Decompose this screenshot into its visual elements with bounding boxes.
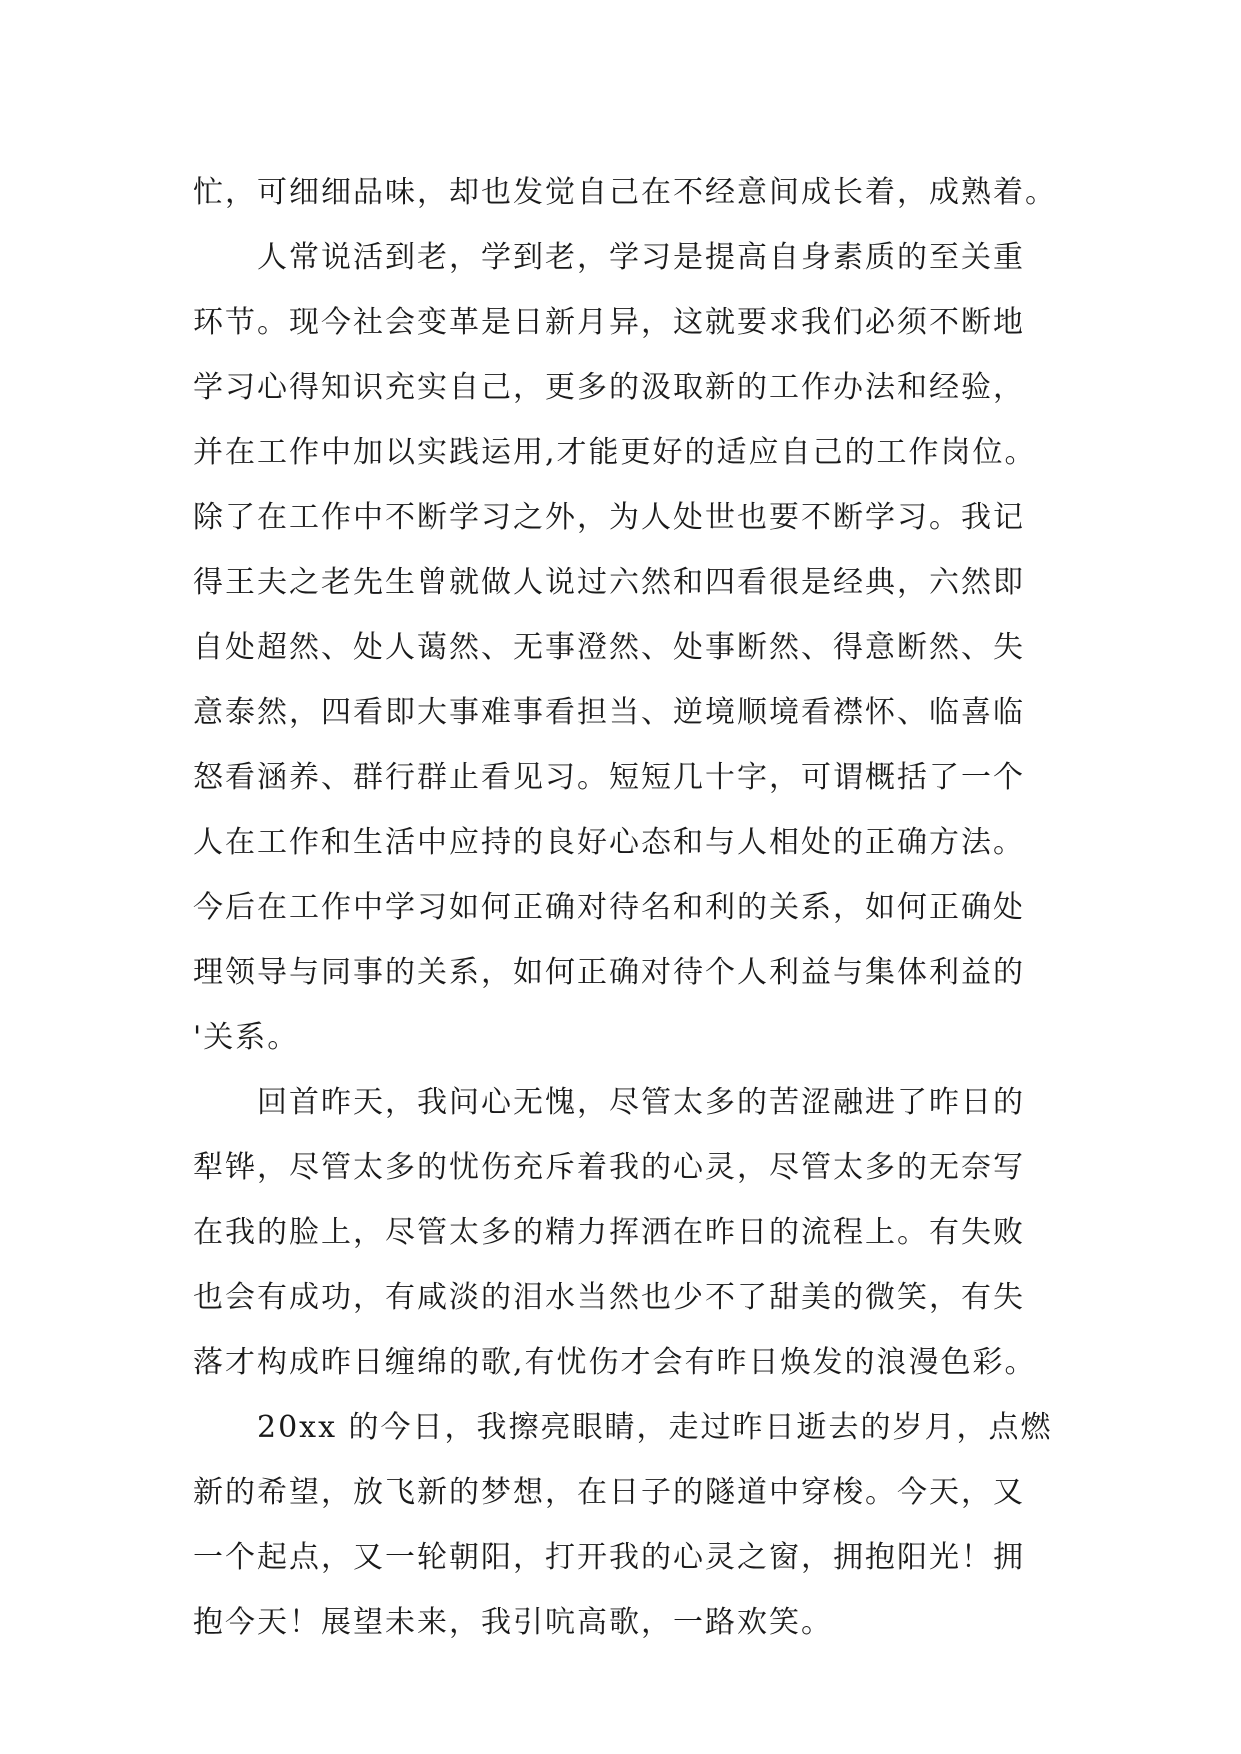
body-text	[193, 160, 1073, 1655]
text-line: 人在工作和生活中应持的良好心态和与人相处的正确方法。	[193, 825, 1025, 860]
text-line: '关系。	[193, 1020, 300, 1055]
text-line: 怒看涵养、群行群止看见习。短短几十字，可谓概括了一个	[193, 760, 1025, 795]
text-line: 除了在工作中不断学习之外，为人处世也要不断学习。我记	[193, 500, 1025, 535]
text-line: 忙，可细细品味，却也发觉自己在不经意间成长着，成熟着。	[193, 175, 1057, 210]
text-line: 今后在工作中学习如何正确对待名和利的关系，如何正确处	[193, 890, 1025, 925]
text-line: 抱今天！展望未来，我引吭高歌，一路欢笑。	[193, 1605, 833, 1640]
text-line: 在我的脸上，尽管太多的精力挥洒在昨日的流程上。有失败	[193, 1215, 1025, 1250]
text-line: 20xx 的今日，我擦亮眼睛，走过昨日逝去的岁月，点燃	[193, 1410, 1053, 1445]
text-line: 学习心得知识充实自己，更多的汲取新的工作办法和经验，	[193, 370, 1025, 405]
text-line: 新的希望，放飞新的梦想，在日子的隧道中穿梭。今天，又	[193, 1475, 1025, 1510]
text-line: 犁铧，尽管太多的忧伤充斥着我的心灵，尽管太多的无奈写	[193, 1150, 1025, 1185]
text-line: 并在工作中加以实践运用,才能更好的适应自己的工作岗位。	[193, 435, 1037, 470]
text-line: 理领导与同事的关系，如何正确对待个人利益与集体利益的	[193, 955, 1025, 990]
text-line: 落才构成昨日缠绵的歌,有忧伤才会有昨日焕发的浪漫色彩。	[193, 1345, 1037, 1380]
text-line: 意泰然，四看即大事难事看担当、逆境顺境看襟怀、临喜临	[193, 695, 1025, 730]
text-line: 得王夫之老先生曾就做人说过六然和四看很是经典，六然即	[193, 565, 1025, 600]
text-line: 一个起点，又一轮朝阳，打开我的心灵之窗，拥抱阳光！拥	[193, 1540, 1025, 1575]
text-line: 自处超然、处人蔼然、无事澄然、处事断然、得意断然、失	[193, 630, 1025, 665]
text-line: 也会有成功，有咸淡的泪水当然也少不了甜美的微笑，有失	[193, 1280, 1025, 1315]
text-line: 回首昨天，我问心无愧，尽管太多的苦涩融进了昨日的	[193, 1085, 1025, 1120]
text-line: 人常说活到老，学到老，学习是提高自身素质的至关重	[193, 240, 1025, 275]
text-line: 环节。现今社会变革是日新月异，这就要求我们必须不断地	[193, 305, 1025, 340]
